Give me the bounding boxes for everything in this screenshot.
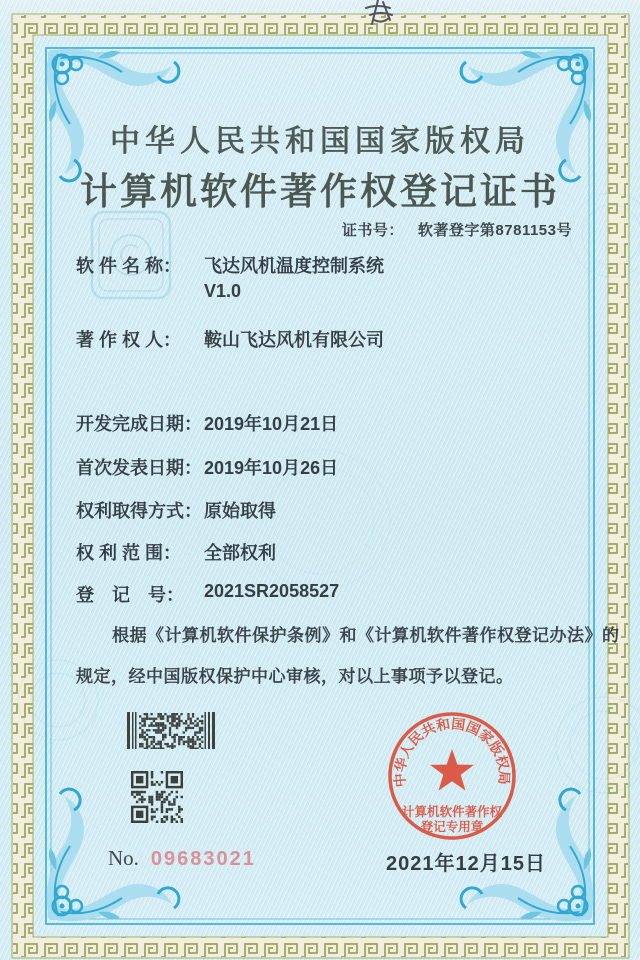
serial-number: 09683021	[150, 848, 256, 870]
certificate-number-label: 证书号：	[341, 222, 404, 239]
issuer-title: 中华人民共和国国家版权局	[110, 125, 530, 158]
field-label-software-name: 软 件 名 称：	[76, 256, 182, 276]
statement-line-2: 规定，经中国版权保护中心审核，对以上事项予以登记。	[76, 667, 514, 686]
field-value-copyright-owner: 鞍山飞达风机有限公司	[204, 330, 384, 350]
document-title: 计算机软件著作权登记证书	[80, 172, 560, 213]
field-value-rights-scope: 全部权利	[204, 543, 276, 563]
field-value-dev-complete-date: 2019年10月21日	[204, 414, 339, 434]
certificate-number-line	[342, 219, 572, 240]
issue-date: 2021年12月15日	[386, 853, 546, 875]
statement-line-1: 根据《计算机软件保护条例》和《计算机软件著作权登记办法》的	[112, 626, 620, 645]
field-value-registration-number: 2021SR2058527	[204, 581, 340, 601]
guilloche-watermark	[18, 193, 640, 793]
serial-prefix: No.	[108, 846, 139, 870]
official-red-seal	[382, 706, 522, 846]
field-value-rights-acquisition: 原始取得	[204, 501, 276, 521]
field-label-dev-complete-date: 开发完成日期：	[76, 414, 202, 434]
certificate-number-value: 软著登字第8781153号	[417, 222, 572, 239]
field-value-software-name: 飞达风机温度控制系统	[204, 256, 384, 276]
field-label-copyright-owner: 著 作 权 人：	[76, 330, 182, 350]
field-label-first-publish-date: 首次发表日期：	[76, 458, 202, 478]
seal-text-line-1: 计算机软件著作权	[401, 805, 503, 819]
seal-ring-text: 中华人民共和国国家版权局	[392, 716, 512, 788]
field-label-rights-acquisition: 权利取得方式：	[76, 501, 202, 521]
seal-text-line-2: 登记专用章	[420, 820, 484, 834]
field-label-rights-scope: 权 利 范 围：	[76, 543, 182, 563]
field-value-first-publish-date: 2019年10月26日	[204, 458, 339, 478]
field-value-software-version: V1.0	[204, 281, 242, 301]
qr-code-icon	[131, 771, 183, 823]
barcode	[127, 712, 215, 749]
field-label-registration-number: 登 记 号：	[76, 585, 184, 605]
red-star-icon	[430, 749, 474, 791]
serial-number-line	[108, 846, 256, 871]
